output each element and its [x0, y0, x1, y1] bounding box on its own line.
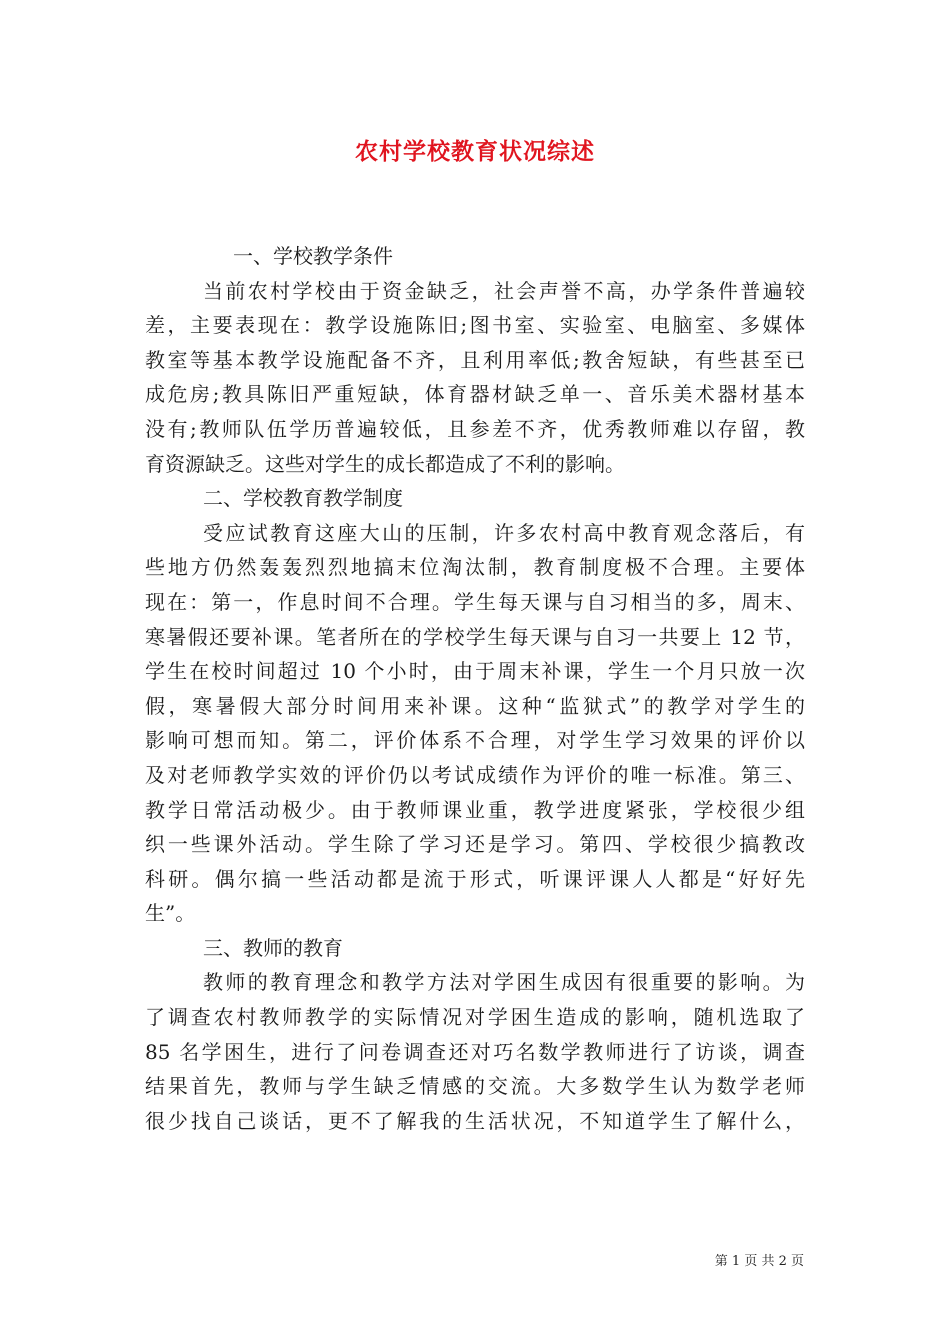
paragraph-line: 教室等基本教学设施配备不齐，且利用率低;教舍短缺，有些甚至已	[145, 347, 805, 372]
paragraph-line: 没有;教师队伍学历普遍较低，且参差不齐，优秀教师难以存留，教	[145, 416, 805, 441]
paragraph-line: 生”。	[145, 901, 196, 926]
paragraph-line: 假，寒暑假大部分时间用来补课。这种“监狱式”的教学对学生的	[145, 693, 805, 718]
paragraph-line: 寒暑假还要补课。笔者所在的学校学生每天课与自习一共要上 12 节，	[145, 624, 805, 649]
paragraph-line: 些地方仍然轰轰烈烈地搞末位淘汰制，教育制度极不合理。主要体	[145, 555, 805, 580]
paragraph-line: 了调查农村教师教学的实际情况对学困生造成的影响，随机选取了	[145, 1005, 805, 1030]
paragraph-line: 很少找自己谈话，更不了解我的生活状况，不知道学生了解什么，	[145, 1108, 805, 1133]
paragraph-line: 当前农村学校由于资金缺乏，社会声誉不高，办学条件普遍较	[203, 278, 805, 303]
paragraph-line: 教学日常活动极少。由于教师课业重，教学进度紧张，学校很少组	[145, 797, 805, 822]
paragraph-line: 85 名学困生，进行了问卷调查还对巧名数学教师进行了访谈，调查	[145, 1039, 805, 1064]
paragraph-line: 现在：第一，作息时间不合理。学生每天课与自习相当的多，周末、	[145, 589, 805, 614]
paragraph-line: 学生在校时间超过 10 个小时，由于周末补课，学生一个月只放一次	[145, 659, 805, 684]
page-number-footer: 第 1 页 共 2 页	[714, 1254, 804, 1269]
document-body	[145, 239, 805, 1138]
paragraph-line: 及对老师教学实效的评价仍以考试成绩作为评价的唯一标准。第三、	[145, 762, 805, 787]
document-title: 农村学校教育状况综述	[355, 138, 595, 165]
paragraph-line: 差，主要表现在：教学设施陈旧;图书室、实验室、电脑室、多媒体	[145, 313, 805, 338]
section-heading-1: 一、学校教学条件	[233, 244, 393, 268]
paragraph-line: 教师的教育理念和教学方法对学困生成因有很重要的影响。为	[203, 970, 805, 995]
paragraph-line: 育资源缺乏。这些对学生的成长都造成了不利的影响。	[145, 451, 625, 476]
section-heading-2: 二、学校教育教学制度	[203, 486, 403, 511]
section-heading-3: 三、教师的教育	[203, 935, 343, 960]
paragraph-line: 成危房;教具陈旧严重短缺，体育器材缺乏单一、音乐美术器材基本	[145, 382, 805, 407]
paragraph-line: 影响可想而知。第二，评价体系不合理，对学生学习效果的评价以	[145, 728, 805, 753]
paragraph-line: 受应试教育这座大山的压制，许多农村高中教育观念落后，有	[203, 520, 805, 545]
paragraph-line: 结果首先，教师与学生缺乏情感的交流。大多数学生认为数学老师	[145, 1074, 805, 1099]
paragraph-line: 科研。偶尔搞一些活动都是流于形式，听课评课人人都是“好好先	[145, 866, 805, 891]
paragraph-line: 织一些课外活动。学生除了学习还是学习。第四、学校很少搞教改	[145, 832, 805, 857]
